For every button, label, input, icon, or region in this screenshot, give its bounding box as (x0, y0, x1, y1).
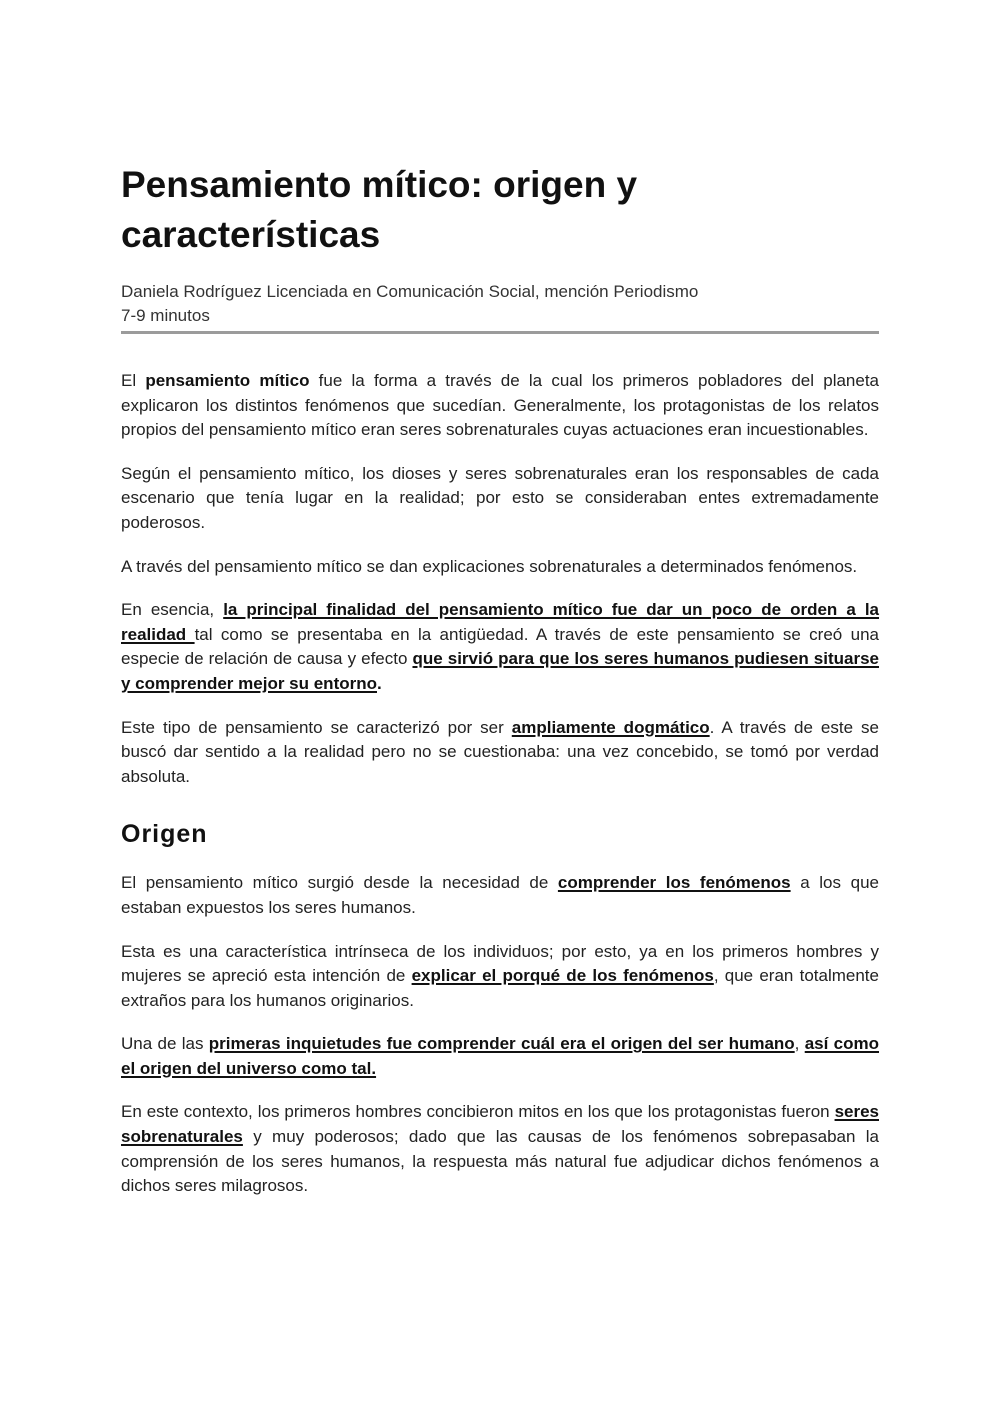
paragraph (121, 871, 879, 920)
author-line: Daniela Rodríguez Licenciada en Comunicación Social, mención Periodismo (121, 282, 699, 301)
paragraph (121, 1100, 879, 1198)
text-span: . (377, 673, 382, 693)
text-span: , (794, 1034, 805, 1054)
emphasis-link: explicar el porqué de los fenómenos (411, 966, 714, 986)
paragraph (121, 716, 879, 790)
text-span: y muy poderosos; dado que las causas de los fenómenos sobrepasaban la comprensión de los seres humanos, la respuesta más natural fue adjudicar dichos fenómenos a dichos seres milagrosos. (121, 1127, 879, 1196)
paragraph (121, 1032, 879, 1081)
text-span: En este contexto, los primeros hombres concibieron mitos en los que los protagonistas fueron (121, 1102, 835, 1122)
emphasis-link: la principal finalidad del pensamiento mítico fue dar un poco de orden a la realidad (121, 600, 880, 644)
emphasis-link: así como el origen del universo como tal. (121, 1034, 879, 1078)
emphasis-link: que sirvió para que los seres humanos pudiesen situarse y comprender mejor su entorno (121, 649, 879, 693)
article (121, 160, 879, 1218)
page-title: Pensamiento mítico: origen y características (121, 164, 638, 255)
article-body (121, 369, 879, 1199)
text-span: , que eran totalmente extraños para los humanos originarios. (121, 966, 879, 1010)
text-span: . A través de este se buscó dar sentido a la realidad pero no se cuestionaba: una vez concebido, se tomó por verdad absoluta. (121, 717, 879, 786)
emphasis-link: primeras inquietudes fue comprender cuál era el origen del ser humano (208, 1034, 795, 1054)
text-span: El (121, 371, 146, 390)
paragraph (121, 940, 879, 1014)
emphasis-link: seres sobrenaturales (121, 1102, 879, 1147)
paragraph (121, 598, 879, 696)
text-span: tal como se presentaba en la antigüedad. A través de este pensamiento se creó una especie de relación de causa y efecto (121, 624, 879, 669)
text-span: fue la forma a través de la cual los primeros pobladores del planeta explicaron los distintos fenómenos que sucedían. Generalmente, los protagonistas de los relatos propios del pensamiento mítico eran seres sobrenaturales cuyas actuaciones eran incuestionables. (121, 371, 880, 440)
paragraph: Según el pensamiento mítico, los dioses y seres sobrenaturales eran los responsables de cada escenario que tenía lugar en la realidad; por esto se consideraban entes extremadamente poderosos. (121, 463, 879, 532)
text-span: a los que estaban expuestos los seres humanos. (121, 873, 879, 917)
byline (121, 280, 879, 328)
emphasis-link: comprender los fenómenos (557, 873, 791, 893)
paragraph (121, 369, 879, 443)
text-span: Este tipo de pensamiento se caracterizó por ser (121, 717, 512, 737)
paragraph: A través del pensamiento mítico se dan explicaciones sobrenaturales a determinados fenómenos. (121, 556, 858, 576)
divider (121, 331, 879, 334)
emphasis-link: ampliamente dogmático (511, 717, 710, 737)
text-span: El pensamiento mítico surgió desde la necesidad de (121, 873, 558, 893)
section-heading-origen: Origen (121, 820, 208, 849)
bold-term: pensamiento mítico (145, 371, 310, 390)
text-span: En esencia, (121, 600, 224, 620)
text-span: Esta es una característica intrínseca de los individuos; por esto, ya en los primeros hombres y mujeres se apreció esta intención de (121, 941, 879, 986)
text-span: Una de las (121, 1034, 209, 1054)
read-time: 7-9 minutos (121, 306, 210, 325)
